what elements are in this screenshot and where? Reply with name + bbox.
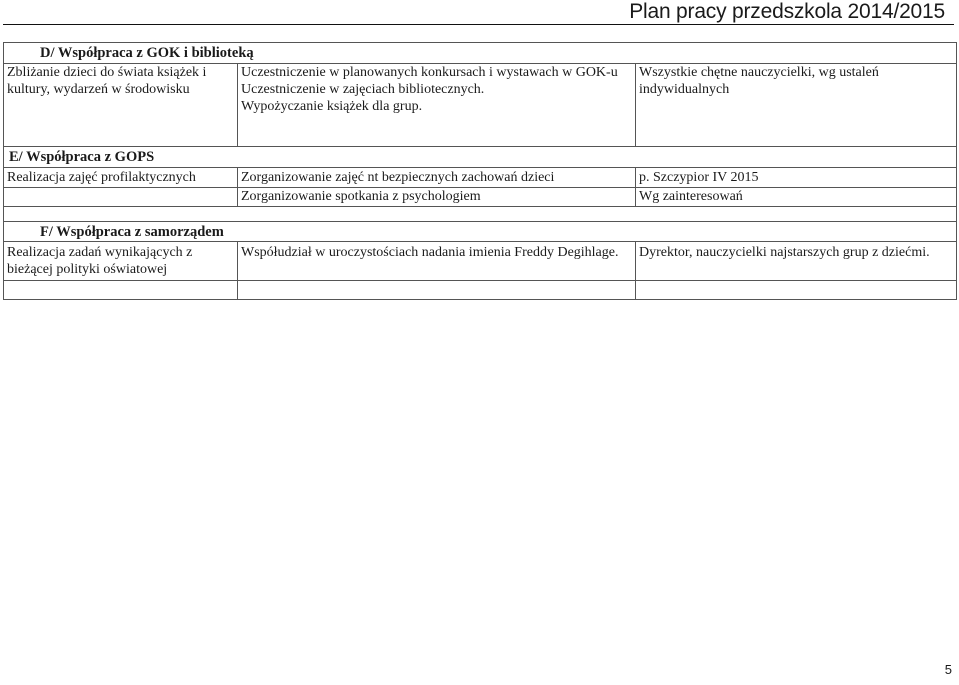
section-title-gok: D/ Współpraca z GOK i biblioteką xyxy=(4,43,957,64)
responsible-cell: p. Szczypior IV 2015 xyxy=(636,168,957,188)
section-row-d xyxy=(4,43,957,64)
activity-cell: Zorganizowanie zajęć nt bezpiecznych zachowań dzieci xyxy=(238,168,636,188)
empty-row xyxy=(4,281,957,300)
goal-cell: Realizacja zajęć profilaktycznych xyxy=(4,168,238,188)
activity-cell: Zorganizowanie spotkania z psychologiem xyxy=(238,188,636,207)
section-row-f xyxy=(4,222,957,242)
page-header-title: Plan pracy przedszkola 2014/2015 xyxy=(629,0,945,23)
section-title-gops: E/ Współpraca z GOPS xyxy=(4,147,957,168)
section-title-samorzad: F/ Współpraca z samorządem xyxy=(4,222,957,242)
empty-cell xyxy=(4,281,238,300)
activity-cell: Współudział w uroczystościach nadania imienia Freddy Degihlage. xyxy=(238,242,636,281)
activity-cell xyxy=(238,64,636,147)
activity-line: Wypożyczanie książek dla grup. xyxy=(241,99,423,114)
responsible-cell: Dyrektor, nauczycielki najstarszych grup z dziećmi. xyxy=(636,242,957,281)
spacer-row xyxy=(4,207,957,222)
plan-table xyxy=(3,42,957,300)
empty-cell xyxy=(238,281,636,300)
page-number: 5 xyxy=(944,662,952,677)
responsible-cell: Wg zainteresowań xyxy=(636,188,957,207)
activity-line: Uczestniczenie w planowanych konkursach i wystawach w GOK-u xyxy=(241,65,618,80)
responsible-cell: Wszystkie chętne nauczycielki, wg ustaleń indywidualnych xyxy=(636,64,957,147)
goal-cell xyxy=(4,188,238,207)
header-divider xyxy=(3,24,954,25)
goal-cell: Zbliżanie dzieci do świata książek i kultury, wydarzeń w środowisku xyxy=(4,64,238,147)
section-row-e xyxy=(4,147,957,168)
goal-cell: Realizacja zadań wynikających z bieżącej polityki oświatowej xyxy=(4,242,238,281)
empty-cell xyxy=(636,281,957,300)
table-row xyxy=(4,168,957,188)
table-row xyxy=(4,64,957,147)
table-row xyxy=(4,242,957,281)
table-row xyxy=(4,188,957,207)
activity-line: Uczestniczenie w zajęciach bibliotecznych. xyxy=(241,82,485,97)
spacer-cell xyxy=(4,207,957,222)
